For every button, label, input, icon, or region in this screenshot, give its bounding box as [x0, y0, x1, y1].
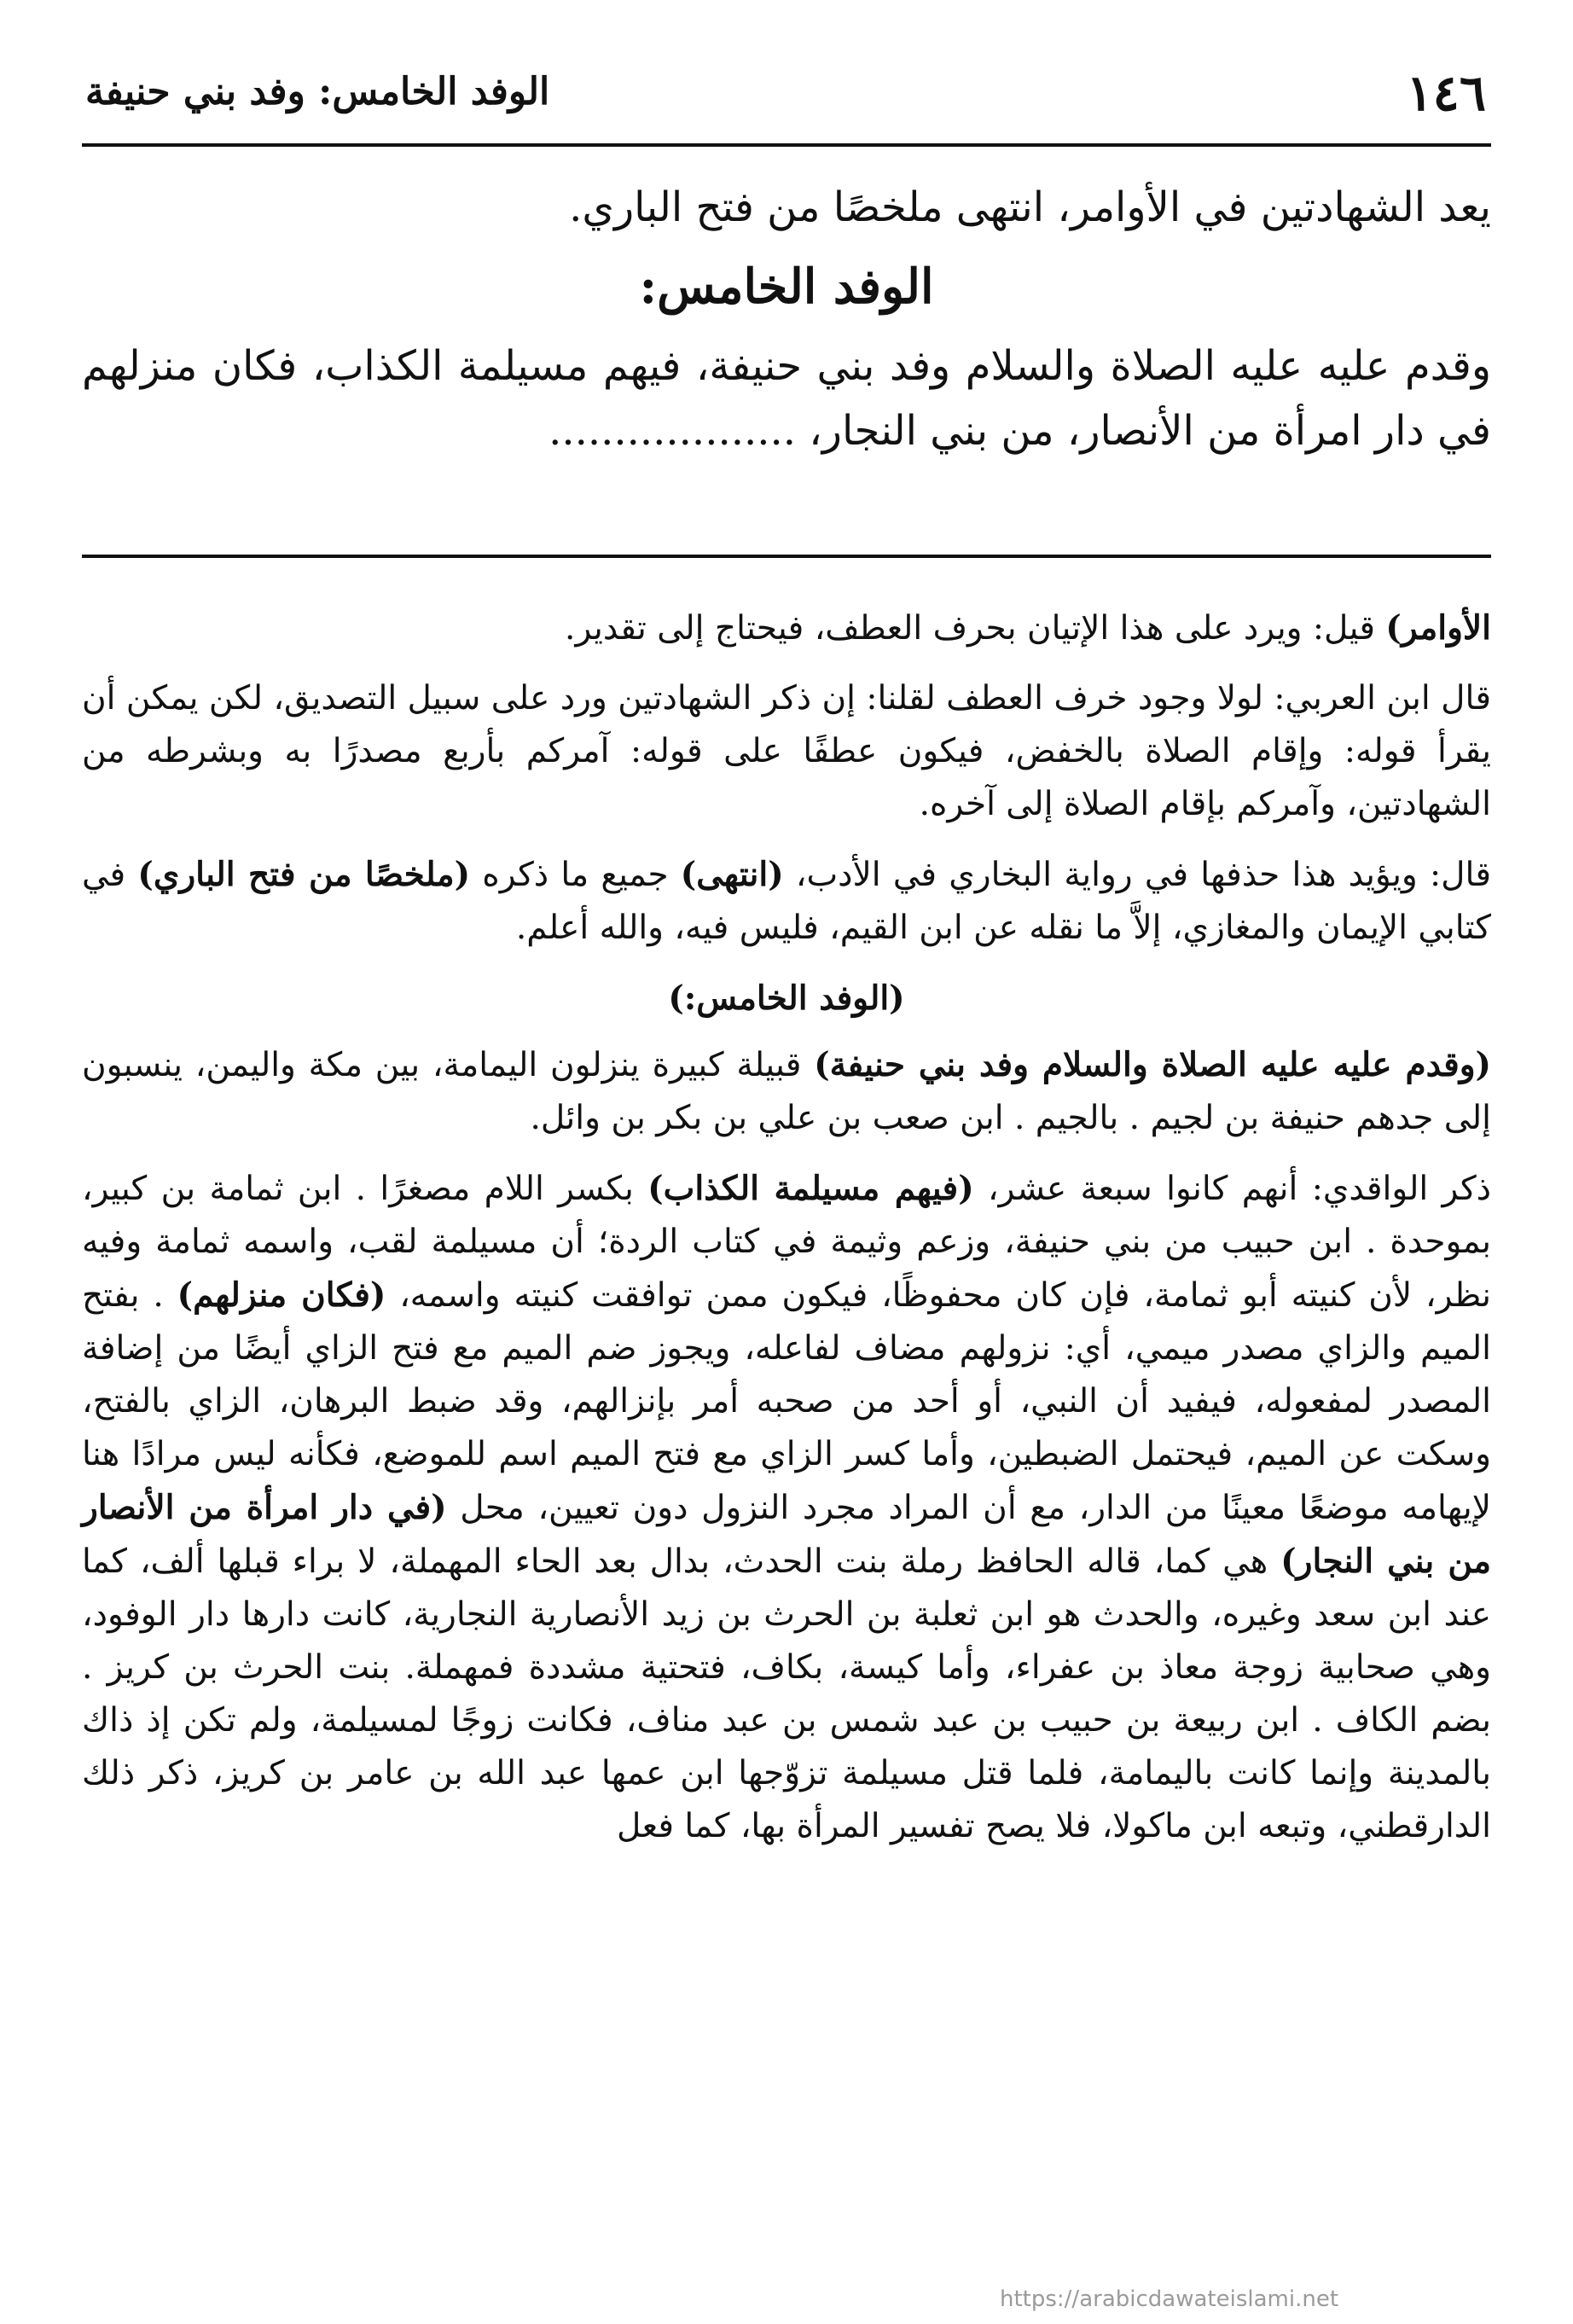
quoted-lemma: (وقدم عليه عليه الصلاة والسلام وفد بني حنيفة): [814, 1045, 1492, 1084]
page-number: ١٤٦: [1406, 64, 1486, 122]
commentary-paragraph: [82, 1162, 1491, 1853]
commentary-text: بكسر اللام مصغرًا . ابن ثمامة بن كبير، بموحدة . ابن حبيب من بني حنيفة، وزعم وثيمة في كتاب الردة؛ أن مسيلمة لقب، واسمه ثمامة وفيه نظر، لأن كنيته أبو ثمامة، فإن كان محفوظًا، فيكون ممن توافقت كنيته واسمه،: [82, 1170, 1491, 1315]
commentary-text: جميع ما ذكره: [470, 856, 681, 894]
commentary-text: قبيلة كبيرة ينزلون اليمامة، بين مكة واليمن، ينسبون إلى جدهم حنيفة بن لجيم . بالجيم . ابن صعب بن علي بن بكر بن وائل.: [82, 1046, 1491, 1137]
quoted-lemma: (ملخصًا من فتح الباري): [137, 855, 471, 894]
commentary-paragraph: [82, 601, 1491, 655]
quoted-lemma: (انتهى): [680, 855, 784, 894]
main-paragraph-text: وقدم عليه عليه الصلاة والسلام وفد بني حنيفة، فيهم مسيلمة الكذاب، فكان منزلهم في دار امرأة من الأنصار، من بني النجار،: [82, 342, 1491, 455]
commentary-paragraph: [82, 848, 1491, 955]
quoted-lemma: الأوامر): [1385, 608, 1491, 648]
running-title: الوفد الخامس: وفد بني حنيفة: [85, 70, 550, 113]
continuation-dots: ...................: [549, 407, 796, 455]
main-text: [82, 175, 1491, 463]
commentary-paragraph: [82, 672, 1491, 831]
quoted-lemma: (فكان منزلهم): [177, 1275, 386, 1315]
source-watermark: https://arabicdawateislami.net: [1000, 2286, 1339, 2312]
commentary-text: . بفتح الميم والزاي مصدر ميمي، أي: نزولهم مضاف لفاعله، ويجوز ضم الميم مع فتح الزاي أيضًا من إضافة المصدر لمفعوله، فيفيد أن النبي، أو أحد من صحبه أمر بإنزالهم، وقد ضبط البرهان، الزاي بالفتح، وسكت عن الميم، فيحتمل الضبطين، وأما كسر الزاي مع فتح الميم اسم للموضع، فكأنه ليس مرادًا هنا لإيهامه موضعًا معينًا من الدار، مع أن المراد مجرد النزول دون تعيين، محل: [82, 1276, 1491, 1527]
footnote-divider: [82, 555, 1491, 558]
running-header: [82, 61, 1491, 147]
commentary-text: قيل: ويرد على هذا الإتيان بحرف العطف، فيحتاج إلى تقدير.: [565, 609, 1386, 648]
main-paragraph: [82, 334, 1491, 463]
commentary-paragraph: [82, 1038, 1491, 1145]
quoted-lemma: (فيهم مسيلمة الكذاب): [647, 1169, 974, 1208]
main-opening-line: يعد الشهادتين في الأوامر، انتهى ملخصًا من فتح الباري.: [569, 183, 1491, 231]
commentary-text: ذكر الواقدي: أنهم كانوا سبعة عشر،: [973, 1170, 1492, 1208]
quoted-lemma: (في دار امرأة من الأنصار من بني النجار): [82, 1488, 1491, 1581]
commentary-text: قال ابن العربي: لولا وجود خرف العطف لقلنا: إن ذكر الشهادتين ورد على سبيل التصديق، لكن يمكن أن يقرأ قوله: وإقام الصلاة بالخفض، فيكون عطفًا على قوله: آمركم بأربع مصدرًا به وبشرطه من الشهادتين، وآمركم بإقام الصلاة إلى آخره.: [82, 679, 1491, 823]
commentary-text: هي كما، قاله الحافظ رملة بنت الحدث، بدال بعد الحاء المهملة، لا براء قبلها ألف، كما عند ابن سعد وغيره، والحدث هو ابن ثعلبة بن الحرث بن زيد الأنصارية النجارية، كانت دارها دار الوفود، وهي صحابية زوجة معاذ بن عفراء، وأما كيسة، بكاف، فتحتية مشددة فمهملة. بنت الحرث بن كريز . بضم الكاف . ابن ربيعة بن حبيب بن عبد شمس بن عبد مناف، فكانت زوجًا لمسيلمة، ولم تكن إذ ذاك بالمدينة وإنما كانت باليمامة، فلما قتل مسيلمة تزوّجها ابن عمها عبد الله بن عامر بن كريز، ذكر ذلك الدارقطني، وتبعه ابن ماكولا، فلا يصح تفسير المرأة بها، كما فعل: [82, 1543, 1491, 1845]
commentary-subheading: (الوفد الخامس:): [668, 979, 905, 1018]
commentary-text: في كتابي الإيمان والمغازي، إلاَّ ما نقله عن ابن القيم، فليس فيه، والله أعلم.: [82, 856, 1491, 947]
section-heading: الوفد الخامس:: [639, 259, 934, 315]
commentary-section: [82, 601, 1491, 1870]
commentary-text: قال: ويؤيد هذا حذفها في رواية البخاري في الأدب،: [783, 856, 1491, 894]
